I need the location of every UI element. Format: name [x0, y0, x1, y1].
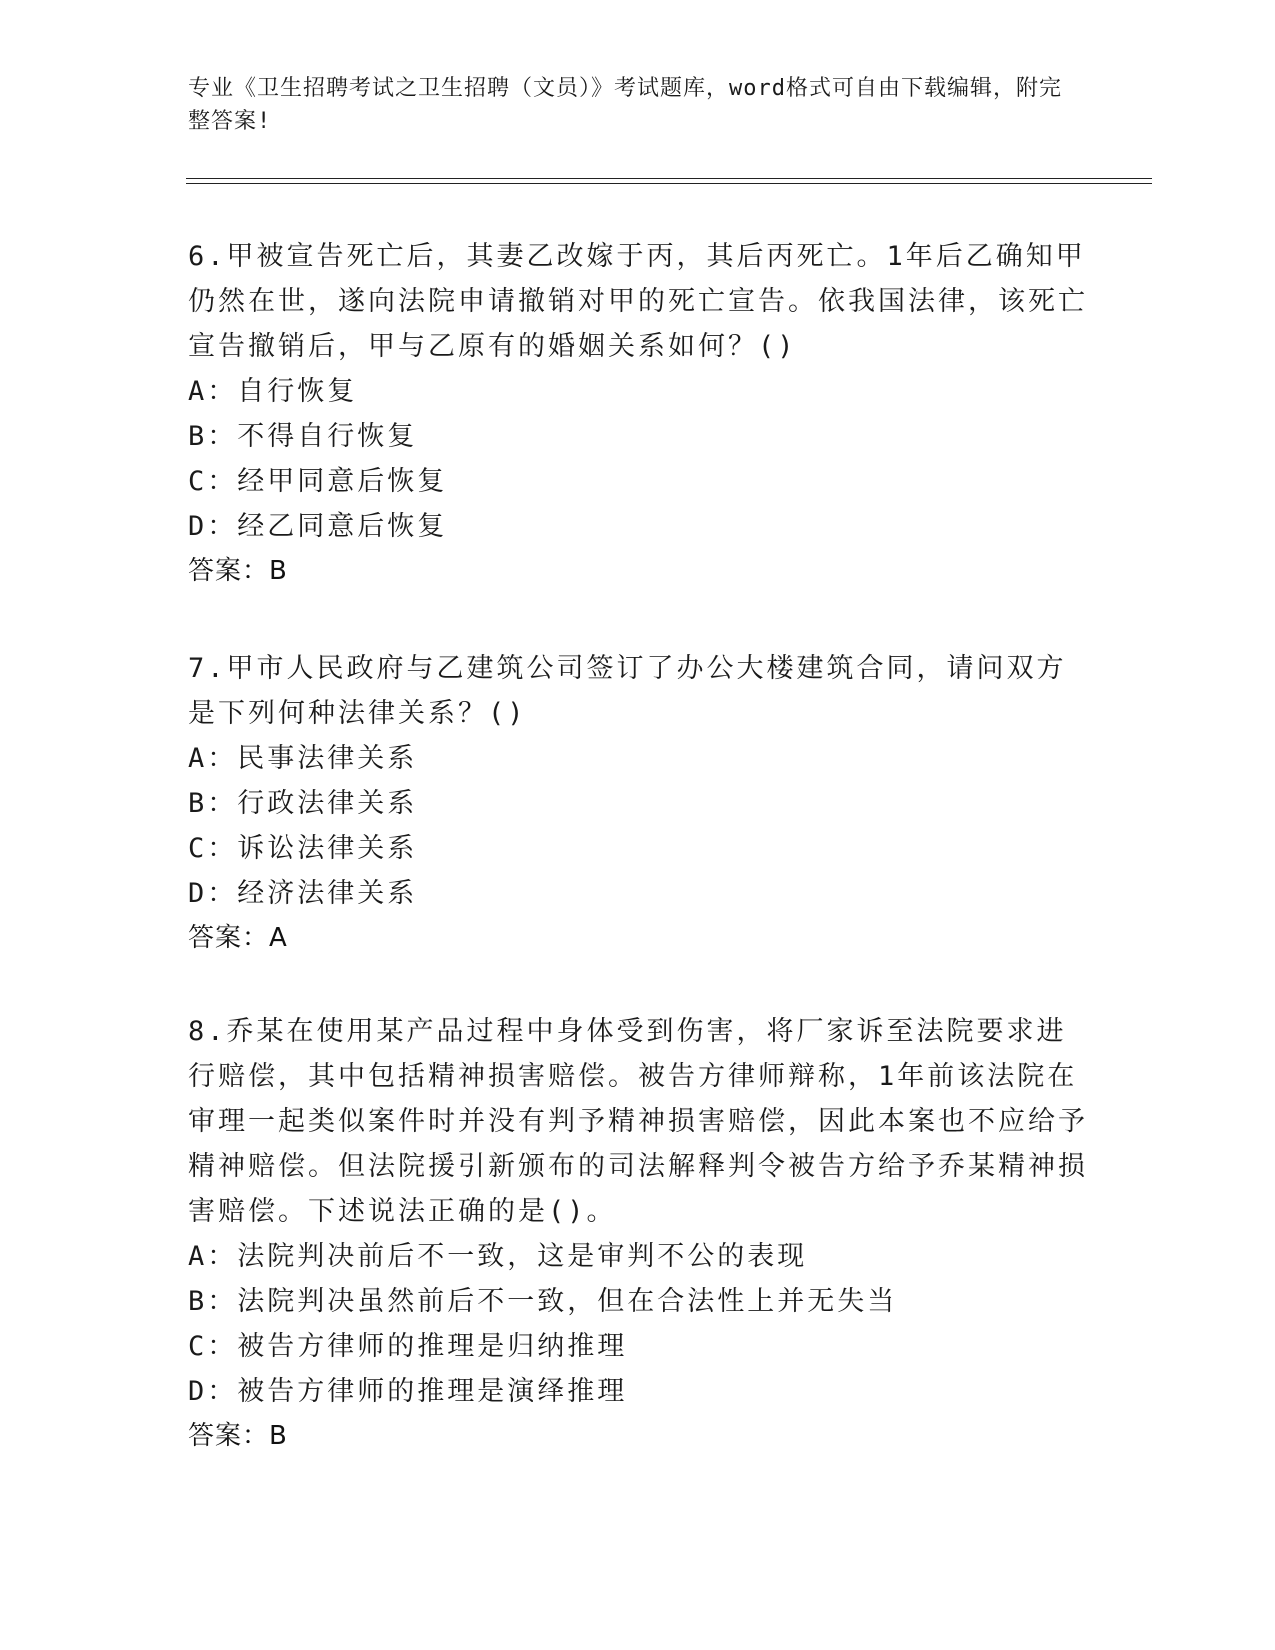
option-d: D：被告方律师的推理是演绎推理	[188, 1376, 628, 1407]
document-header: 专业《卫生招聘考试之卫生招聘（文员）》考试题库，word格式可自由下载编辑，附完整答案!	[188, 76, 1062, 134]
question-stem: 6.甲被宣告死亡后，其妻乙改嫁于丙，其后丙死亡。1年后乙确知甲仍然在世，遂向法院申请撤销对甲的死亡宣告。依我国法律，该死亡宣告撤销后，甲与乙原有的婚姻关系如何？()	[188, 241, 1088, 362]
option-b: B：不得自行恢复	[188, 421, 418, 452]
header-divider-line	[186, 178, 1152, 179]
option-c: C：被告方律师的推理是归纳推理	[188, 1331, 628, 1362]
question-stem: 7.甲市人民政府与乙建筑公司签订了办公大楼建筑合同，请问双方是下列何种法律关系？()	[188, 653, 1067, 729]
option-a: A：法院判决前后不一致，这是审判不公的表现	[188, 1241, 808, 1272]
header-divider-line-2	[186, 183, 1152, 184]
question-8	[188, 1009, 1088, 1459]
option-a: A：民事法律关系	[188, 743, 418, 774]
answer: 答案：B	[188, 556, 288, 586]
question-7	[188, 646, 1088, 961]
option-c: C：诉讼法律关系	[188, 833, 418, 864]
option-a: A：自行恢复	[188, 376, 358, 407]
option-d: D：经济法律关系	[188, 878, 418, 909]
option-c: C：经甲同意后恢复	[188, 466, 448, 497]
question-6	[188, 234, 1088, 594]
answer: 答案：B	[188, 1421, 288, 1451]
option-d: D：经乙同意后恢复	[188, 511, 448, 542]
answer: 答案：A	[188, 923, 288, 953]
question-stem: 8.乔某在使用某产品过程中身体受到伤害，将厂家诉至法院要求进行赔偿，其中包括精神损害赔偿。被告方律师辩称，1年前该法院在审理一起类似案件时并没有判予精神损害赔偿，因此本案也不应给予精神赔偿。但法院援引新颁布的司法解释判令被告方给予乔某精神损害赔偿。下述说法正确的是()。	[188, 1016, 1088, 1227]
option-b: B：法院判决虽然前后不一致，但在合法性上并无失当	[188, 1286, 898, 1317]
option-b: B：行政法律关系	[188, 788, 418, 819]
